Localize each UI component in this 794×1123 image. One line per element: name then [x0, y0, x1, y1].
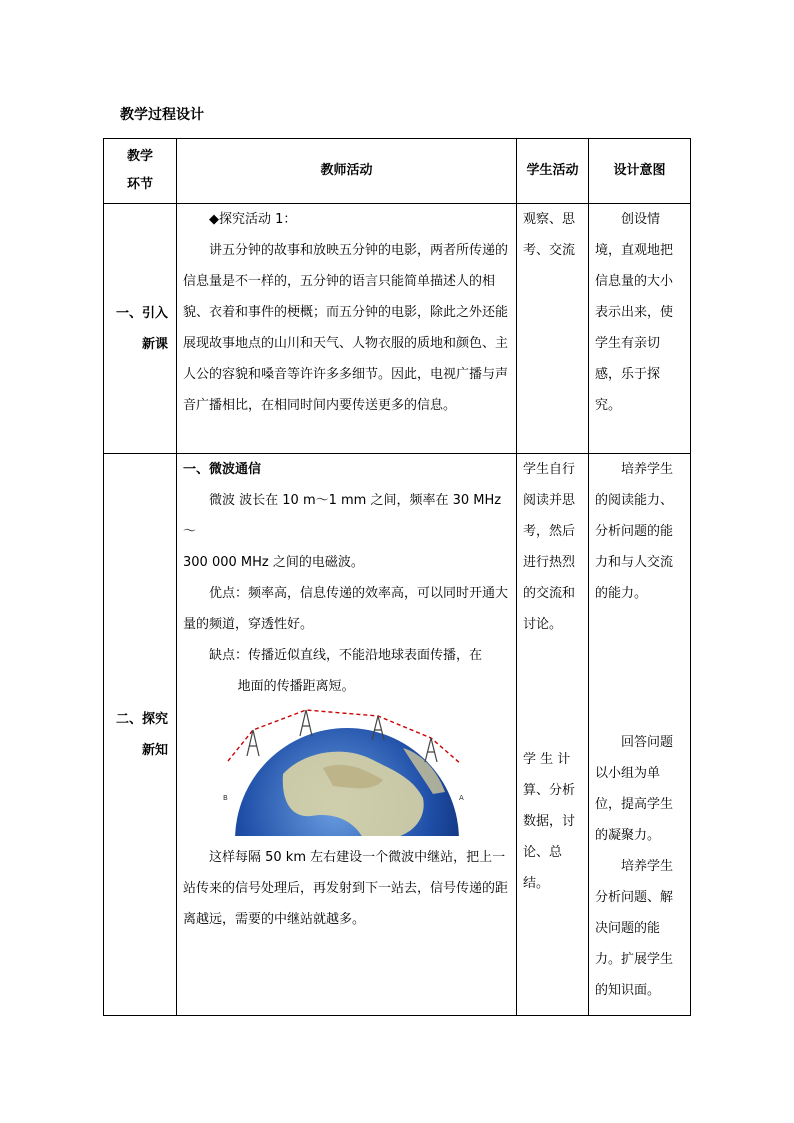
stage-cell: [104, 454, 177, 1016]
definition-text: 微波 波长在 10 m～1 mm 之间，频率在 30 MHz～: [183, 493, 502, 539]
microwave-relay-figure: [213, 708, 475, 838]
section-title: 一、微波通信: [183, 462, 262, 477]
stage-label: 新知: [141, 742, 168, 758]
teacher-cell: [177, 454, 517, 1016]
table-header-row: [104, 139, 691, 204]
intent-cell: [589, 454, 691, 1016]
advantage-line: [183, 578, 510, 640]
advantage-text: 频率高，信息传递的效率高，可以同时开通大量的频道，穿透性好。: [183, 586, 509, 632]
definition-line: 300 000 MHz 之间的电磁波。: [183, 555, 364, 570]
stage-label: 新课: [141, 336, 168, 352]
disadvantage-line: [183, 640, 510, 671]
relay-text: 这样每隔 50 km 左右建设一个微波中继站，把上一站传来的信号处理后，再发射到下一站去，信号传递的距离越远，需要的中继站就越多。: [183, 850, 509, 927]
activity-title: ◆探究活动 1：: [209, 212, 297, 227]
disadvantage-label: 缺点：: [209, 648, 249, 663]
student-cell: [517, 454, 589, 1016]
header-student: 学生活动: [517, 139, 589, 204]
student-text: 学 生 计算、分析数据，讨论、总结。: [523, 752, 576, 891]
header-teacher: 教师活动: [177, 139, 517, 204]
intent-cell: [589, 204, 691, 454]
student-text: 观察、思考、交流: [523, 212, 576, 258]
intent-text: 回答问题以小组为单位，提高学生的凝聚力。: [595, 735, 674, 843]
header-intent: 设计意图: [589, 139, 691, 204]
intent-text: 培养学生分析问题、解决问题的能力。扩展学生的知识面。: [595, 859, 674, 998]
teacher-cell: [177, 204, 517, 454]
advantage-label: 优点：: [209, 586, 249, 601]
intent-text: 培养学生的阅读能力、分析问题的能力和与人交流的能力。: [595, 462, 674, 601]
stage-cell: [104, 204, 177, 454]
disadvantage-line: 地面的传播距离短。: [237, 679, 355, 694]
definition-line: [183, 485, 510, 547]
figure-label-a: A: [459, 794, 464, 802]
disadvantage-text: 传播近似直线，不能沿地球表面传播，在: [248, 648, 483, 663]
intent-text: 创设情境，直观地把信息量的大小表示出来，使学生有亲切感，乐于探究。: [595, 212, 674, 413]
teacher-text: 讲五分钟的故事和放映五分钟的电影，两者所传递的信息量是不一样的，五分钟的语言只能简单描述人的相貌、衣着和事件的梗概；而五分钟的电影，除此之外还能展现故事地点的山川和天气、人物衣服的质地和颜色、主人公的容貌和嗓音等许许多多细节。因此，电视广播与声音广播相比，在相同时间内要传送更多的信息。: [183, 243, 509, 413]
student-text: 学生自行阅读并思考，然后进行热烈的交流和讨论。: [523, 462, 576, 632]
table-row: [104, 454, 691, 1016]
figure-label-b: B: [223, 794, 228, 802]
table-row: [104, 204, 691, 454]
stage-label: 一、引入: [115, 305, 168, 321]
lesson-plan-table: [103, 138, 691, 1016]
student-cell: [517, 204, 589, 454]
stage-label: 二、探究: [115, 711, 168, 727]
header-stage: 教学 环节: [104, 139, 177, 204]
page-title: 教学过程设计: [120, 107, 204, 123]
